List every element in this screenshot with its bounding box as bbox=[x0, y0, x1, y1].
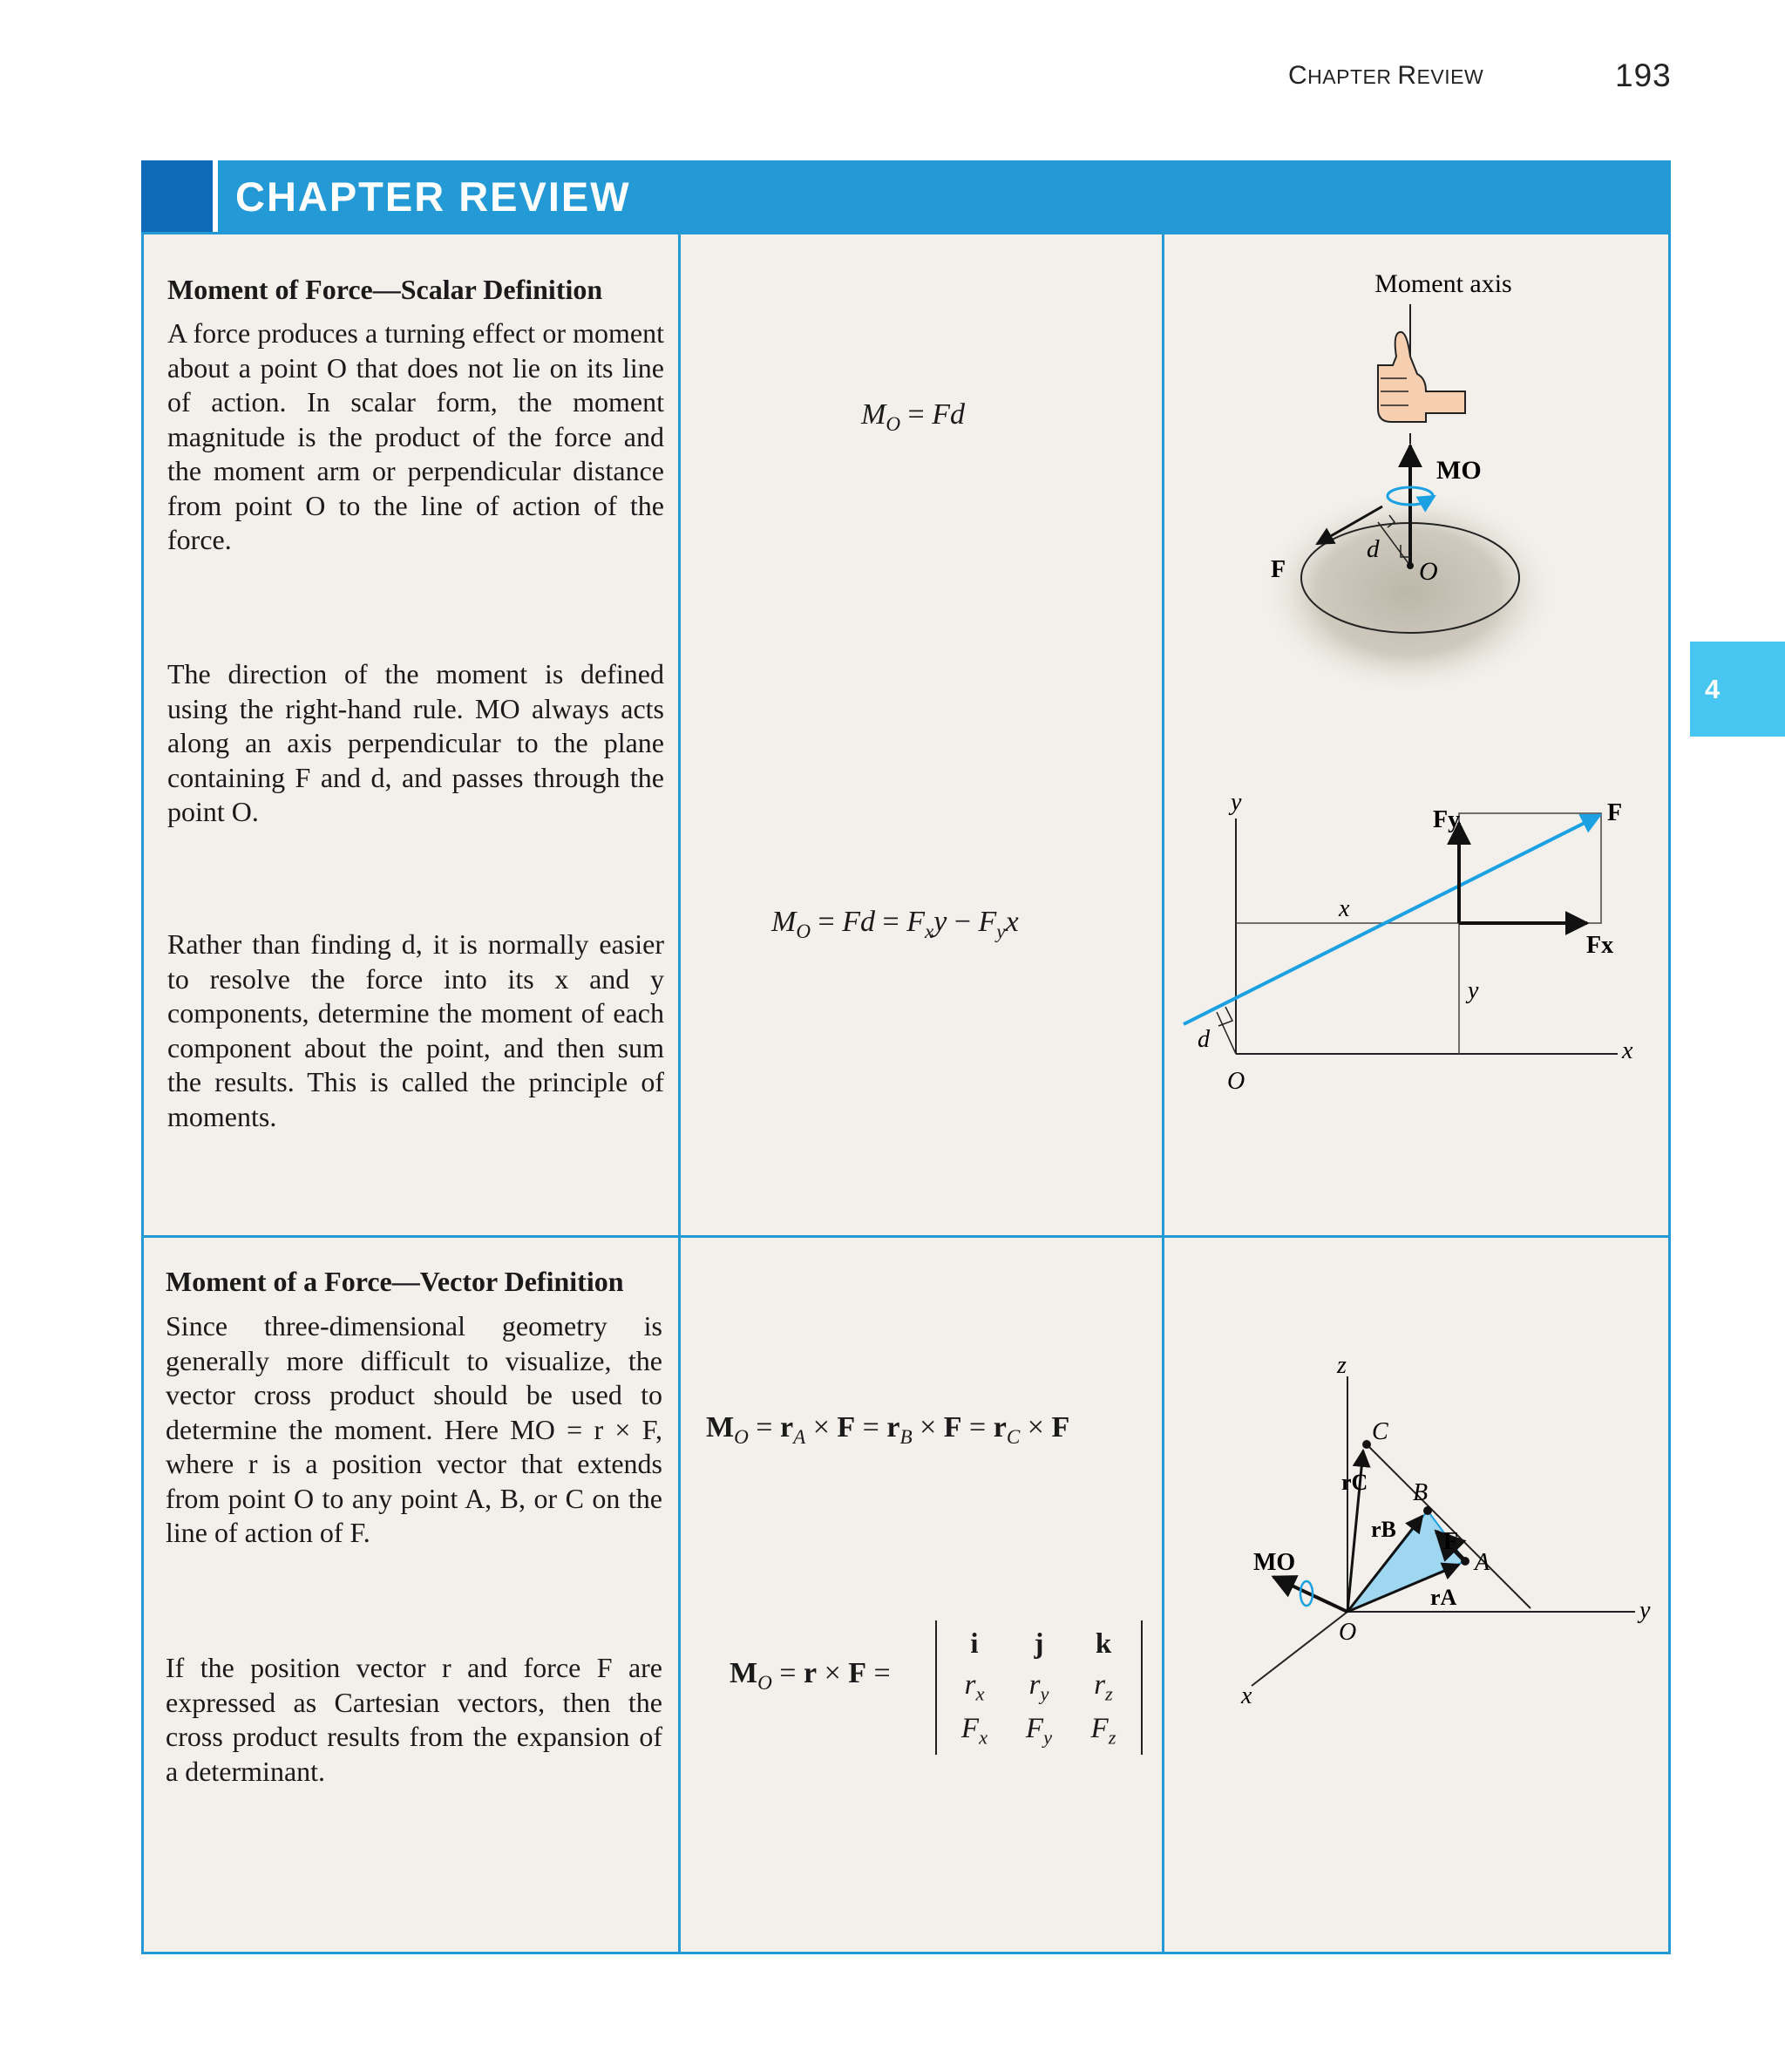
mo-label: MO bbox=[1436, 456, 1482, 485]
b-label: B bbox=[1413, 1479, 1429, 1506]
rb-label: rB bbox=[1371, 1517, 1396, 1542]
x-distance-label: x bbox=[1339, 895, 1350, 922]
chapter-tab[interactable]: 4 bbox=[1690, 642, 1785, 737]
determinant: i j k $r_x$ $r_y$ $r_z$ $F_x$ $F_y$ $F_z$ bbox=[935, 1620, 1143, 1755]
fy-label: Fy bbox=[1433, 806, 1461, 833]
y-distance-label: y bbox=[1468, 977, 1479, 1004]
banner-title: CHAPTER REVIEW bbox=[235, 173, 631, 220]
scalar-paragraph-1: A force produces a turning effect or moment about a point O that does not lie on its line of action. In scalar form, the moment magnitude is the product of the force and the moment arm or perpendicular distance from point O to the line of action of the force. bbox=[167, 317, 664, 555]
column-divider bbox=[678, 234, 681, 1952]
y-label: y bbox=[1639, 1597, 1651, 1624]
principle-of-moments-figure bbox=[1164, 792, 1670, 1193]
a-label: A bbox=[1475, 1549, 1490, 1576]
banner-block bbox=[141, 160, 213, 232]
fx-label: Fx bbox=[1586, 932, 1614, 959]
vector-paragraph-1: Since three-dimensional geometry is generally more difficult to visualize, the vector cross product should be used to determine the moment. Here MO = r × F, where r is a position vector that extends from point O to any point A, B, or C on the line of action of F. bbox=[166, 1310, 662, 1548]
vector-heading: Moment of a Force—Vector Definition bbox=[166, 1266, 624, 1297]
o-label: O bbox=[1419, 557, 1438, 586]
moment-axis-label: Moment axis bbox=[1374, 269, 1512, 298]
vector-equation-1: $M_O = r_A \times F = r_B \times F = r_C \times F$ bbox=[706, 1411, 1070, 1449]
page-number: 193 bbox=[1615, 58, 1672, 93]
f-label: F bbox=[1443, 1528, 1459, 1555]
d-label: d bbox=[1198, 1026, 1210, 1053]
right-hand-rule-figure bbox=[1164, 234, 1670, 723]
f-label: F bbox=[1607, 799, 1623, 826]
scalar-paragraph-3: Rather than finding d, it is normally easier to resolve the force into its x and y components, determine the moment of each component about the point, and then sum the results. This is called the principle of moments. bbox=[167, 928, 664, 1132]
scalar-heading: Moment of Force—Scalar Definition bbox=[167, 274, 603, 305]
o-label: O bbox=[1227, 1068, 1245, 1095]
running-head: CHAPTER REVIEW bbox=[1288, 61, 1484, 90]
scalar-paragraph-2: The direction of the moment is defined using the right-hand rule. MO always acts along an axis perpendicular to the plane containing F and d, and passes through the point O. bbox=[167, 658, 664, 827]
scalar-equation-2: $M_O = Fd = F_xy - F_yx$ bbox=[771, 906, 1019, 943]
rc-label: rC bbox=[1341, 1470, 1368, 1495]
vector-equation-2: $M_O = r \times F$ = bbox=[730, 1657, 891, 1695]
o-label: O bbox=[1339, 1619, 1357, 1646]
review-grid bbox=[141, 232, 1671, 1954]
mo-vector bbox=[1273, 1577, 1347, 1612]
f-label: F bbox=[1271, 556, 1286, 583]
x-axis-label: x bbox=[1622, 1037, 1633, 1064]
mo-label: MO bbox=[1253, 1549, 1296, 1576]
vector-paragraph-2: If the position vector r and force F are expressed as Cartesian vectors, then the cross product results from the expansion of a determinant. bbox=[166, 1652, 662, 1787]
c-label: C bbox=[1372, 1418, 1388, 1445]
x-axis bbox=[1252, 1612, 1347, 1686]
moment-arm bbox=[1217, 1012, 1236, 1054]
force-line bbox=[1184, 815, 1600, 1024]
y-axis-label: y bbox=[1231, 792, 1242, 816]
scalar-equation-1: $M_O = Fd$ bbox=[861, 398, 965, 436]
row-divider bbox=[144, 1235, 1668, 1238]
z-label: z bbox=[1337, 1352, 1347, 1379]
hand-icon bbox=[1378, 332, 1465, 422]
cross-product-figure bbox=[1164, 1342, 1670, 1708]
x-label: x bbox=[1241, 1682, 1252, 1708]
chapter-review-banner bbox=[141, 160, 1671, 232]
ra-label: rA bbox=[1430, 1585, 1457, 1610]
d-label: d bbox=[1367, 535, 1380, 563]
